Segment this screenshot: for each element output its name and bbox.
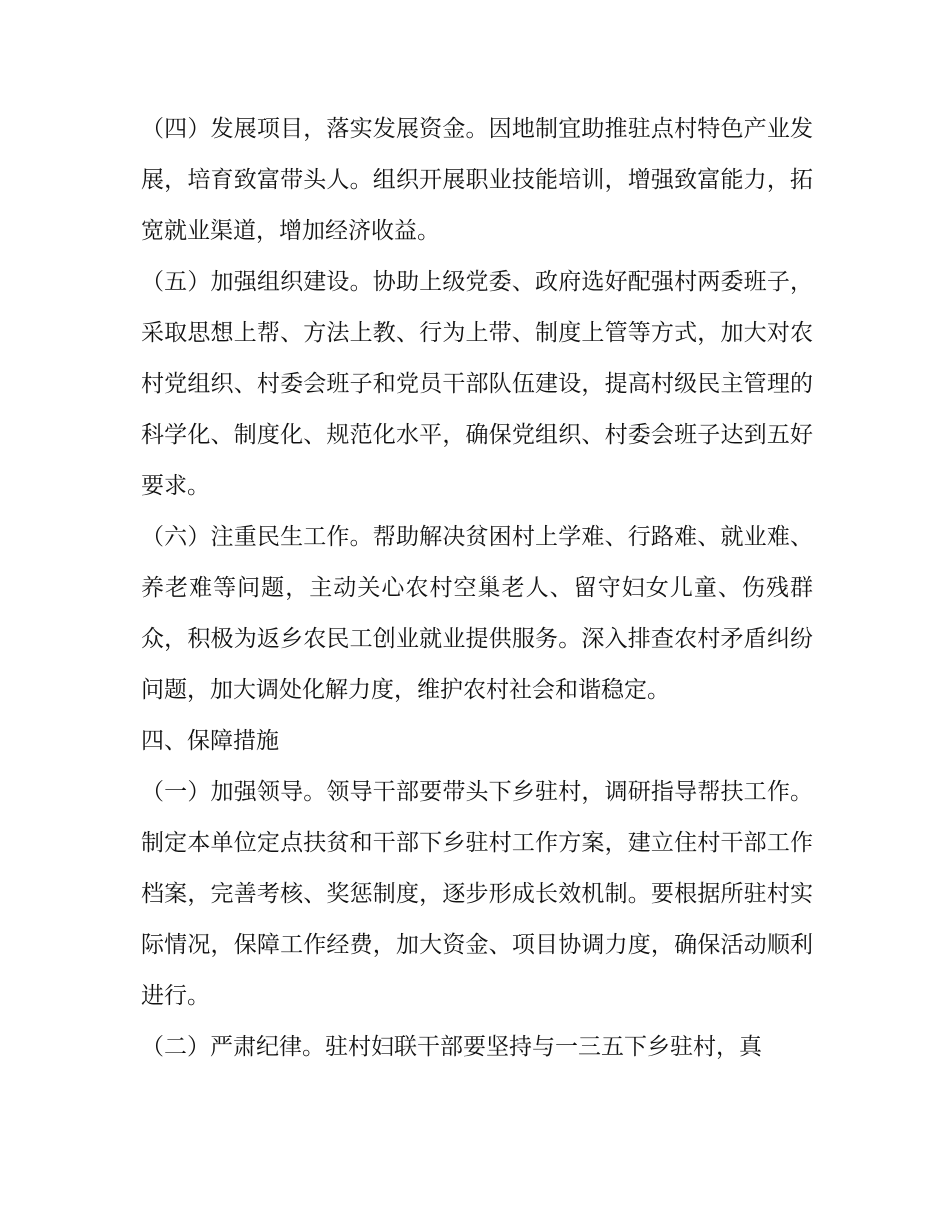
paragraph-section-5-organization: （五）加强组织建设。协助上级党委、政府选好配强村两委班子，采取思想上帮、方法上教、行为上带、制度上管等方式，加大对农村党组织、村委会班子和党员干部队伍建设，提高村级民主管理的科学化、制度化、规范化水平，确保党组织、村委会班子达到五好要求。 (141, 269, 813, 499)
paragraph-section-6-livelihood: （六）注重民生工作。帮助解决贫困村上学难、行路难、就业难、养老难等问题，主动关心农村空巢老人、留守妇女儿童、伤残群众，积极为返乡农民工创业就业提供服务。深入排查农村矛盾纠纷问题，加大调处化解力度，维护农村社会和谐稳定。 (141, 524, 813, 703)
paragraph-section-4-projects: （四）发展项目，落实发展资金。因地制宜助推驻点村特色产业发展，培育致富带头人。组织开展职业技能培训，增强致富能力，拓宽就业渠道，增加经济收益。 (141, 116, 813, 244)
document-body (141, 104, 813, 1073)
paragraph-safeguard-1-leadership: （一）加强领导。领导干部要带头下乡驻村，调研指导帮扶工作。制定本单位定点扶贫和干部下乡驻村工作方案，建立住村干部工作档案，完善考核、奖惩制度，逐步形成长效机制。要根据所驻村实际情况，保障工作经费，加大资金、项目协调力度，确保活动顺利进行。 (141, 779, 813, 1009)
section-heading-safeguards: 四、保障措施 (141, 728, 279, 754)
paragraph-safeguard-2-discipline: （二）严肃纪律。驻村妇联干部要坚持与一三五下乡驻村，真 (141, 1034, 762, 1060)
